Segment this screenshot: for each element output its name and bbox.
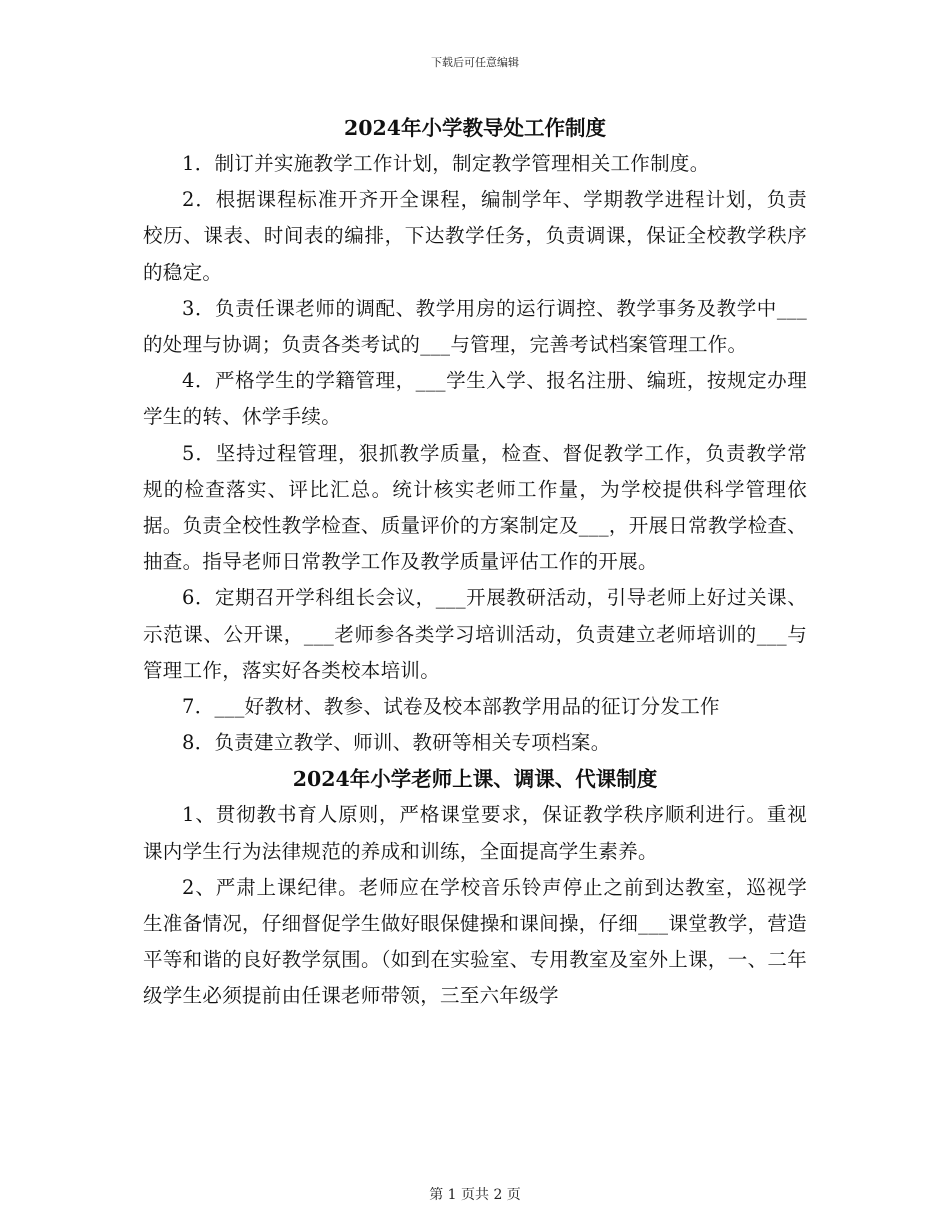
section-title-1: 2024年小学教导处工作制度 [343,116,607,140]
paragraph: 6．定期召开学科组长会议，___开展教研活动，引导老师上好过关课、示范课、公开课，___老师参各类学习培训活动，负责建立老师培训的___与管理工作，落实好各类校本培训。 [143,586,807,682]
paragraph: 4．严格学生的学籍管理，___学生入学、报名注册、编班，按规定办理学生的转、休学手续。 [143,369,807,429]
paragraph: 2、严肃上课纪律。老师应在学校音乐铃声停止之前到达教室，巡视学生准备情况，仔细督促学生做好眼保健操和课间操，仔细___课堂教学，营造平等和谐的良好教学氛围。（如到在实验室、专用教室及室外上课，一、二年级学生必须提前由任课老师带领，三至六年级学 [143,875,807,1008]
paragraph: 1、贯彻教书育人原则，严格课堂要求，保证教学秩序顺利进行。重视课内学生行为法律规范的养成和训练，全面提高学生素养。 [143,803,807,863]
page-header: 下载后可任意编辑 [431,56,519,69]
paragraph: 2．根据课程标准开齐开全课程，编制学年、学期教学进程计划，负责校历、课表、时间表的编排，下达教学任务，负责调课，保证全校教学秩序的稳定。 [143,188,807,284]
paragraph: 5．坚持过程管理，狠抓教学质量，检查、督促教学工作，负责教学常规的检查落实、评比汇总。统计核实老师工作量，为学校提供科学管理依据。负责全校性教学检查、质量评价的方案制定及___，开展日常教学检查、抽查。指导老师日常教学工作及教学质量评估工作的开展。 [143,441,807,574]
section-title-2: 2024年小学老师上课、调课、代课制度 [292,767,658,792]
paragraph: 3．负责任课老师的调配、教学用房的运行调控、教学事务及教学中___的处理与协调；负责各类考试的___与管理，完善考试档案管理工作。 [143,296,807,357]
paragraph: 8．负责建立教学、师训、教研等相关专项档案。 [182,731,611,755]
paragraph: 7．___好教材、教参、试卷及校本部教学用品的征订分发工作 [182,695,720,719]
paragraph: 1．制订并实施教学工作计划，制定教学管理相关工作制度。 [182,152,710,175]
document-body [143,110,807,1015]
page-footer: 第 1 页共 2 页 [429,1187,521,1203]
